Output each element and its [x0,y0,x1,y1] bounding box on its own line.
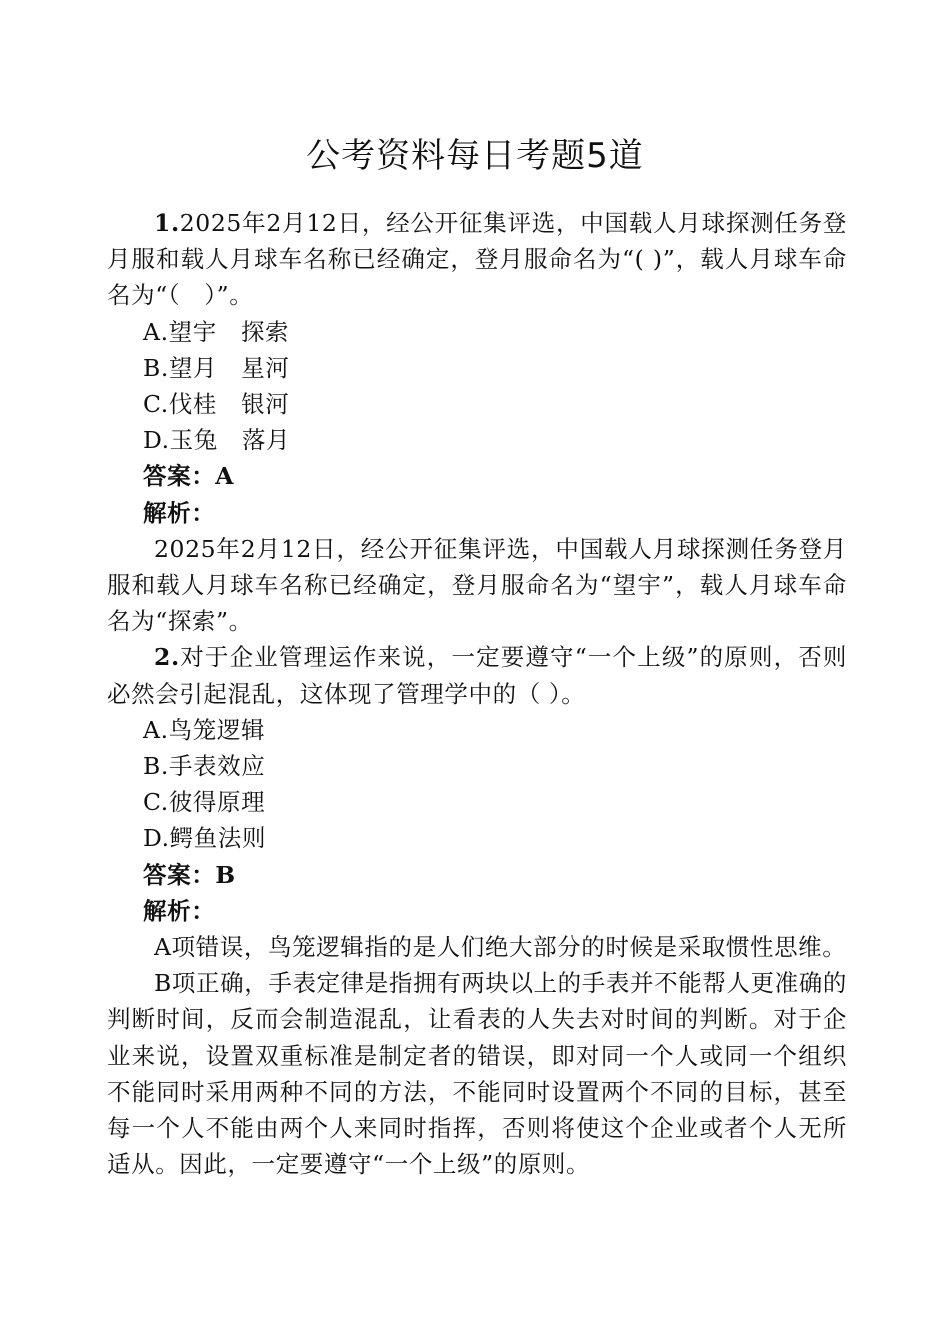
question-text: 2025年2月12日，经公开征集评选，中国载人月球探测任务登月服和载人月球车名称已经确定，登月服命名为“( )”，载人月球车命名为“（ ）”。 [107,209,847,310]
analysis-label: 解析： [143,498,216,527]
question-stem [107,205,847,314]
option-b: B.手表效应 [143,752,266,781]
answer-label: 答案：B [143,860,236,889]
option-a: A.望宇 探索 [143,317,290,346]
option-a: A.鸟笼逻辑 [143,715,266,744]
analysis-paragraph: B项正确，手表定律是指拥有两块以上的手表并不能帮人更准确的判断时间，反而会制造混乱，让看表的人失去对时间的判断。对于企业来说，设置双重标准是制定者的错误，即对同一个人或同一个组织不能同时采用两种不同的方法，不能同时设置两个不同的目标，甚至每一个人不能由两个人来同时指挥，否则将使这个企业或者个人无所适从。因此，一定要遵守“一个上级”的原则。 [107,969,847,1179]
question-stem [107,639,847,711]
option-d: D.玉兔 落月 [143,426,291,455]
answer-label: 答案：A [143,462,235,491]
analysis-paragraph: 2025年2月12日，经公开征集评选，中国载人月球探测任务登月服和载人月球车名称已经确定，登月服命名为“望宇”，载人月球车命名为“探索”。 [107,534,847,636]
analysis-label: 解析： [143,896,216,925]
document-body [107,205,847,1182]
option-b: B.望月 星河 [143,353,290,382]
option-d: D.鳄鱼法则 [143,824,267,853]
question-number: 1. [154,209,180,237]
analysis-paragraph: A项错误，鸟笼逻辑指的是人们绝大部分的时候是采取惯性思维。 [154,933,847,962]
question-2 [107,639,847,1182]
page-title: 公考资料每日考题5道 [306,136,644,176]
option-c: C.彼得原理 [143,788,266,817]
question-text: 对于企业管理运作来说，一定要遵守“一个上级”的原则，否则必然会引起混乱，这体现了管理学中的（ ）。 [107,643,847,708]
question-1 [107,205,847,639]
question-number: 2. [154,643,180,672]
option-c: C.伐桂 银河 [143,390,290,419]
